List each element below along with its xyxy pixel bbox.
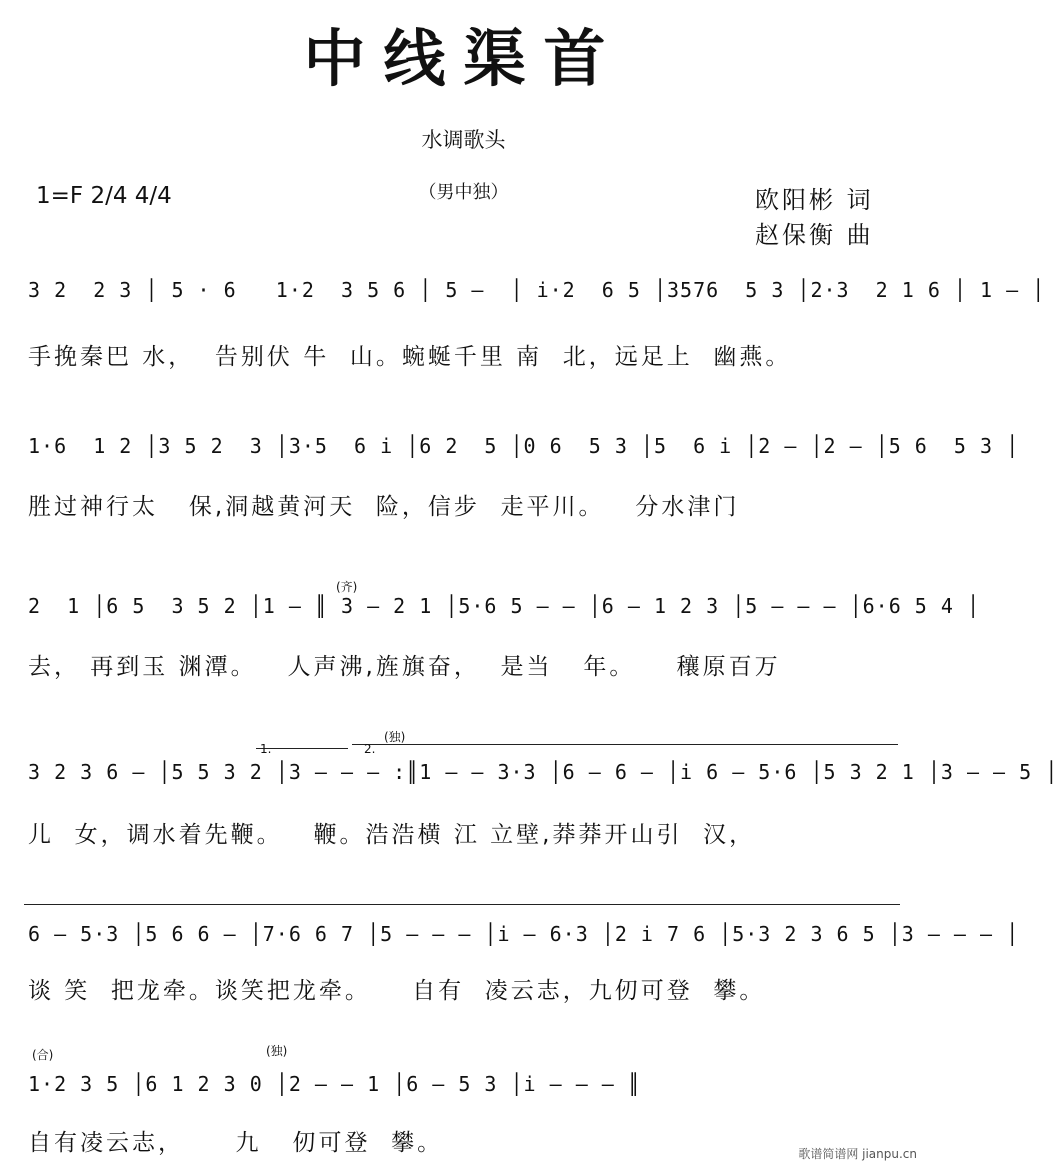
lyrics-row: 谈 笑 把龙牵。谈笑把龙牵。 自有 凌云志，九仞可登 攀。 [28,978,766,1004]
song-title: 中线渠首 [303,22,624,95]
song-subtitle: 水调歌头 [421,128,506,152]
composer-credit: 赵保衡 曲 [755,221,874,249]
notation-row: 1·2 3 5 │6 1 2 3 0 │2 — — 1 │6 — 5 3 │i — — — ║ [28,1072,641,1096]
chorus-mark: (合) [32,1048,54,1062]
lyrics-row: 手挽秦巴 水， 告别伏 牛 山。蜿蜒千里 南 北，远足上 幽燕。 [28,344,792,370]
voice-type: （男中独） [418,182,509,203]
solo-mark: (独) [266,1044,288,1058]
notation-row: 3 2 2 3 │ 5 · 6 1·2 3 5 6 │ 5 — │ i·2 6 5 │3576 5 3 │2·3 2 1 6 │ 1 — │ [28,278,1046,302]
first-ending-mark: 1. [260,742,272,756]
score-line-2 [28,424,1020,476]
key-signature: 1=F 2/4 4/4 [36,183,172,209]
score-line-3 [28,580,980,636]
notation-row: 2 1 │6 5 3 5 2 │1 — ║ 3 — 2 1 │5·6 5 — — │6 — 1 2 3 │5 — — — │6·6 5 4 │ [28,594,980,618]
section-mark: (齐) [336,580,358,594]
notation-row: 1·6 1 2 │3 5 2 3 │3·5 6 i │6 2 5 │0 6 5 3 │5 6 i │2 — │2 — │5 6 5 3 │ [28,434,1020,458]
score-line-4 [28,730,1058,802]
lyrics-row: 自有凌云志， 九 仞可登 攀。 [28,1130,444,1156]
score-line-1 [28,268,1046,320]
section-rule [24,904,900,905]
lyrics-row: 儿 女，调水着先鞭。 鞭。浩浩横 江 立壁,莽莽开山引 汉， [28,822,756,848]
lyricist-credit: 欧阳彬 词 [755,186,874,214]
ending-bracket [352,744,898,745]
notation-row: 6 — 5·3 │5 6 6 — │7·6 6 7 │5 — — — │i — 6·3 │2 i 7 6 │5·3 2 3 6 5 │3 — — — │ [28,922,1020,946]
score-line-6 [28,1044,906,1114]
watermark: 歌谱简谱网 jianpu.cn [798,1147,917,1161]
section-mark: (独) [384,730,406,744]
score-line-5 [28,912,1020,964]
notation-row: 3 2 3 6 — │5 5 3 2 │3 — — — :║1 — — 3·3 │6 — 6 — │i 6 — 5·6 │5 3 2 1 │3 — — 5 │ [28,760,1058,784]
lyrics-row: 去， 再到玉 渊潭。 人声沸,旌旗奋， 是当 年。 穰原百万 [28,654,781,680]
second-ending-mark: 2. [364,742,376,756]
lyrics-row: 胜过神行太 保,洞越黄河天 险，信步 走平川。 分水津门 [28,494,740,520]
